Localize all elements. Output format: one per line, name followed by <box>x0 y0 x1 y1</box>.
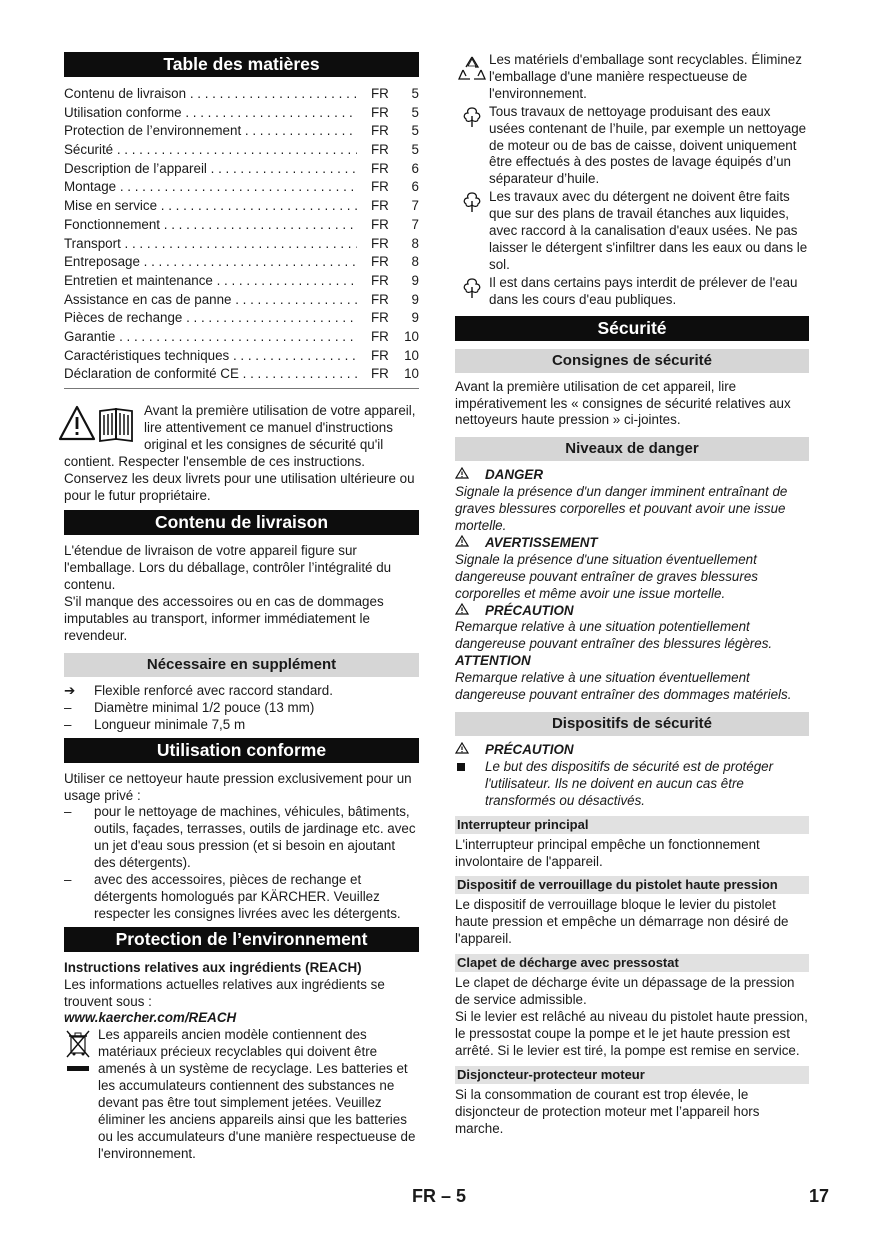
danger-level-label-row <box>455 467 809 484</box>
detergent-notice <box>455 189 809 274</box>
toc-entry-page: 8 <box>411 254 419 270</box>
danger-levels <box>455 467 809 704</box>
toc-entry-title: Montage . . . <box>64 178 357 197</box>
list-item <box>64 683 419 700</box>
weee-text: Les appareils ancien modèle contiennent des matériaux précieux recyclables qui doivent être amenés à un système de recyclage. Les batteries et les accumulateurs contiennent des substances ne devant pas être tout simplement jetées. Veuillez éliminer les anciens appareils ainsi que les batteries ou les accumulateurs d'une manière respectueuse de l'environnement. <box>98 1027 416 1161</box>
reach-title: Instructions relatives aux ingrédients (REACH) <box>64 959 362 975</box>
toc-entry-title: Caractéristiques techniques . . . <box>64 347 357 366</box>
device-text: L'interrupteur principal empêche un fonctionnement involontaire de l'appareil. <box>455 836 760 869</box>
toc-entry-lang: FR <box>371 366 389 382</box>
list-marker: – <box>64 716 72 732</box>
toc-entry-page: 9 <box>411 291 419 307</box>
reach-text: Les informations actuelles relatives aux ingrédients se trouvent sous : <box>64 976 385 1009</box>
toc-entry-page: 8 <box>411 235 419 251</box>
oil-text: Tous travaux de nettoyage produisant des eaux usées contenant de l’huile, par exemple un nettoyage de moteur ou de bas de caisse, doivent uniquement être effectués à des postes de lavage équipés d’un séparateur d’huile. <box>489 103 807 187</box>
toc-entry <box>64 328 419 347</box>
toc-entry-lang: FR <box>371 86 389 101</box>
warning-icon <box>455 742 469 754</box>
list-marker: – <box>64 872 72 888</box>
recycle-notice <box>455 52 809 103</box>
toc-entry <box>64 197 419 216</box>
danger-level-text: Remarque relative à une situation potentiellement dangereuse pouvant entraîner des blessures légères. <box>455 619 773 652</box>
toc-entry-lang: FR <box>371 328 389 344</box>
danger-level-text: Signale la présence d'une situation éventuellement dangereuse pouvant entraîner de graves blessures corporelles et même avoir une issue mortelle. <box>455 551 758 601</box>
toc-heading: Table des matières <box>64 52 419 77</box>
right-column <box>455 52 809 1137</box>
toc-entry-lang: FR <box>371 254 389 270</box>
danger-level-text: Remarque relative à une situation éventuellement dangereuse pouvant entraîner des dommages matériels. <box>455 670 792 703</box>
weee-notice <box>64 1027 419 1162</box>
toc-entry-title: Sécurité . . . <box>64 141 357 160</box>
list-item <box>64 700 419 717</box>
toc-entry-page: 9 <box>411 310 419 326</box>
consignes-heading: Consignes de sécurité <box>455 349 809 373</box>
water-text: Il est dans certains pays interdit de prélever de l'eau dans les cours d'eau publiques. <box>489 274 798 307</box>
devices-heading: Dispositifs de sécurité <box>455 712 809 736</box>
toc-entry-page: 7 <box>411 198 419 214</box>
toc-entry <box>64 122 419 141</box>
list-marker: – <box>64 699 72 715</box>
use-heading: Utilisation conforme <box>64 738 419 763</box>
crossed-bin-icon <box>64 1029 92 1075</box>
toc-entry-page: 6 <box>411 179 419 195</box>
water-notice <box>455 275 809 309</box>
toc-entry <box>64 272 419 291</box>
toc-entry <box>64 291 419 310</box>
manual-notice-text: Avant la première utilisation de votre appareil, lire attentivement ce manuel d'instructions original et les consignes de sécurité qu'il contient. Respecter l'ensemble de ces instructions. Conservez les deux livrets pour une utilisation ultérieure ou pour le futur propriétaire. <box>64 403 416 503</box>
list-item <box>64 872 419 923</box>
toc-entry-lang: FR <box>371 272 389 288</box>
device-text-2: Si le levier est relâché au niveau du pistolet haute pression, le pressostat coupe la pompe et le jet haute pression est arrêté. Si le levier est tiré, la pompe est remise en service. <box>455 1008 808 1058</box>
use-list <box>64 804 419 922</box>
recycle-icon <box>457 54 487 84</box>
toc-entry-page: 5 <box>411 86 419 101</box>
toc-entry-lang: FR <box>371 235 389 251</box>
footer-lang-page: FR – 5 <box>412 1186 467 1206</box>
devices-caution-label: PRÉCAUTION <box>485 742 574 757</box>
toc-entry <box>64 235 419 254</box>
toc-entry-page: 7 <box>411 216 419 232</box>
oil-notice <box>455 104 809 189</box>
toc-entry <box>64 309 419 328</box>
toc-entry-title: Fonctionnement . . . <box>64 216 357 235</box>
toc-entry-page: 5 <box>411 142 419 158</box>
list-item-text: pour le nettoyage de machines, véhicules, bâtiments, outils, façades, terrasses, outils de jardinage etc. avec un jet d'eau sous pression (et si besoin en ajoutant des détergents). <box>94 804 416 871</box>
bullet-square-icon <box>457 763 465 771</box>
toc-entry-page: 9 <box>411 272 419 288</box>
device-title: Clapet de décharge avec pressostat <box>455 954 809 972</box>
toc-entry-title: Assistance en cas de panne . . . <box>64 291 357 310</box>
device-title: Disjoncteur-protecteur moteur <box>455 1066 809 1084</box>
warning-icon <box>455 603 485 620</box>
safety-devices <box>455 816 809 1138</box>
list-item-text: avec des accessoires, pièces de rechange et détergents homologués par KÄRCHER. Veuillez respecter les consignes livrées avec les détergents. <box>94 872 401 921</box>
delivery-text-2: S'il manque des accessoires ou en cas de dommages imputables au transport, informer immédiatement le revendeur. <box>64 594 384 643</box>
toc-entry-page: 10 <box>404 366 419 382</box>
consignes-text: Avant la première utilisation de cet appareil, lire impérativement les « consignes de sécurité relatives aux nettoyeurs haute pression » ci-jointes. <box>455 378 791 428</box>
toc-entry-lang: FR <box>371 104 389 120</box>
toc-entry-page: 6 <box>411 160 419 176</box>
tree-water-icon <box>461 277 483 299</box>
manual-notice <box>64 403 419 504</box>
toc-entry-title: Contenu de livraison . . . <box>64 85 357 104</box>
toc-entry-title: Pièces de rechange . . . <box>64 309 357 328</box>
danger-level-label: PRÉCAUTION <box>485 602 574 618</box>
delivery-heading: Contenu de livraison <box>64 510 419 535</box>
detergent-text: Les travaux avec du détergent ne doivent être faits que sur des plans de travail étanches aux liquides, avec raccord à la canalisation d'eaux usées. Ne pas laisser le détergent s'infiltrer dans les eaux ou dans le sol. <box>489 189 808 272</box>
levels-heading: Niveaux de danger <box>455 437 809 461</box>
toc-entry-title: Utilisation conforme . . . <box>64 104 357 123</box>
toc-entry-title: Protection de l’environnement . . . <box>64 122 357 141</box>
tree-water-icon <box>461 106 483 128</box>
danger-level-label: DANGER <box>485 467 544 483</box>
danger-level-label-row <box>455 653 809 670</box>
toc-entry <box>64 347 419 366</box>
toc-entry-title: Entreposage . . . <box>64 253 357 272</box>
device-text: Le dispositif de verrouillage bloque le levier du pistolet haute pression et empêche un démarrage non désiré de l'appareil. <box>455 897 789 947</box>
toc-entry <box>64 85 419 104</box>
toc-list <box>64 85 419 389</box>
environment-heading: Protection de l’environnement <box>64 927 419 952</box>
list-marker: ➔ <box>64 682 76 698</box>
warning-manual-icon <box>58 405 140 443</box>
danger-level-label: ATTENTION <box>455 653 531 669</box>
danger-level-label-row <box>455 535 809 552</box>
device-title: Interrupteur principal <box>455 816 809 834</box>
device-text: Le clapet de décharge évite un dépassage de la pression de service admissible. <box>455 975 795 1008</box>
toc-entry-title: Déclaration de conformité CE . . . <box>64 365 357 384</box>
toc-entry <box>64 160 419 179</box>
toc-entry-lang: FR <box>371 216 389 232</box>
list-item <box>64 717 419 734</box>
list-item-text: Flexible renforcé avec raccord standard. <box>94 682 333 698</box>
toc-entry-lang: FR <box>371 142 389 158</box>
toc-entry-lang: FR <box>371 160 389 176</box>
toc-entry-lang: FR <box>371 310 389 326</box>
list-item <box>64 804 419 872</box>
toc-entry-page: 10 <box>404 328 419 344</box>
toc-entry <box>64 104 419 123</box>
toc-entry-lang: FR <box>371 291 389 307</box>
devices-caution-text: Le but des dispositifs de sécurité est de protéger l'utilisateur. Ils ne doivent en aucun cas être transformés ou désactivés. <box>485 758 774 808</box>
danger-level-text: Signale la présence d'un danger imminent entraînant de graves blessures corporelles et pouvant avoir une issue mortelle. <box>455 484 788 534</box>
toc-entry-title: Entretien et maintenance . . . <box>64 272 357 291</box>
toc-entry-lang: FR <box>371 198 389 214</box>
tree-water-icon <box>461 191 483 213</box>
device-text: Si la consommation de courant est trop élevée, le disjoncteur de protection moteur met l’appareil hors marche. <box>455 1086 760 1136</box>
toc-entry <box>64 141 419 160</box>
supplement-list <box>64 683 419 734</box>
recycle-text: Les matériels d'emballage sont recyclables. Éliminez l'emballage d'une manière respectueuse de l'environnement. <box>489 52 802 101</box>
toc-entry-lang: FR <box>371 123 389 139</box>
warning-icon <box>455 535 485 552</box>
delivery-text-1: L'étendue de livraison de votre appareil figure sur l'emballage. Lors du déballage, contrôler l’intégralité du contenu. <box>64 543 392 593</box>
toc-entry <box>64 365 419 384</box>
toc-entry-title: Garantie . . . <box>64 328 357 347</box>
toc-entry-page: 10 <box>404 347 419 363</box>
list-item-text: Longueur minimale 7,5 m <box>94 716 246 732</box>
toc-entry-title: Transport . . . <box>64 235 357 254</box>
warning-icon <box>455 467 485 484</box>
footer-page-number: 17 <box>809 1186 830 1206</box>
supplement-heading: Nécessaire en supplément <box>64 653 419 677</box>
toc-entry <box>64 216 419 235</box>
reach-url: www.kaercher.com/REACH <box>64 1010 237 1026</box>
toc-entry-lang: FR <box>371 347 389 363</box>
toc-entry-page: 5 <box>411 104 419 120</box>
toc-entry <box>64 178 419 197</box>
device-title: Dispositif de verrouillage du pistolet haute pression <box>455 876 809 894</box>
danger-level-label-row <box>455 603 809 620</box>
list-marker: – <box>64 804 72 820</box>
safety-heading: Sécurité <box>455 316 809 341</box>
left-column <box>64 52 419 1164</box>
toc-entry-title: Description de l’appareil . . . <box>64 160 357 179</box>
devices-caution-item <box>455 759 809 810</box>
toc-entry-page: 5 <box>411 123 419 139</box>
toc-entry <box>64 253 419 272</box>
list-item-text: Diamètre minimal 1/2 pouce (13 mm) <box>94 699 315 715</box>
devices-caution <box>455 742 809 759</box>
use-intro: Utiliser ce nettoyeur haute pression exclusivement pour un usage privé : <box>64 770 412 803</box>
danger-level-label: AVERTISSEMENT <box>485 534 598 550</box>
toc-entry-lang: FR <box>371 179 389 195</box>
toc-entry-title: Mise en service . . . <box>64 197 357 216</box>
